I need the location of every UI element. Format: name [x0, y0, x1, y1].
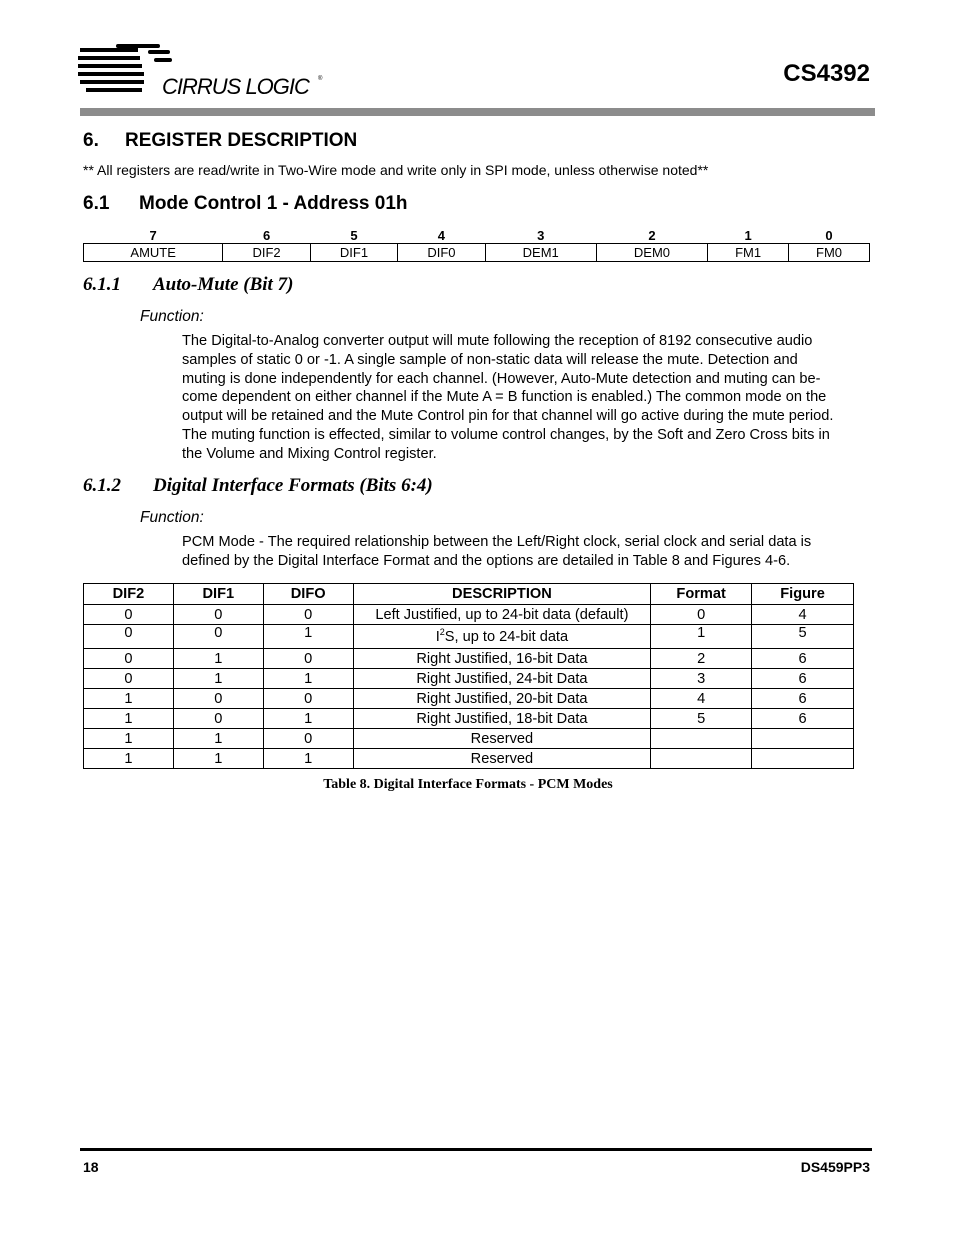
i2s-superscript: 2	[439, 626, 445, 637]
text-line: defined by the Digital Interface Format and the options are detailed in Table 8 and Figures 4-6.	[182, 552, 791, 569]
document-id: DS459PP3	[800, 1159, 870, 1175]
table-cell: 6	[752, 709, 854, 729]
section-title: REGISTER DESCRIPTION	[125, 130, 358, 151]
column-header: DIF1	[173, 584, 263, 605]
bit-number: 6	[262, 228, 271, 243]
table-cell: 1	[651, 625, 752, 649]
auto-mute-description	[182, 332, 833, 464]
table-cell: 0	[84, 649, 174, 669]
table-row	[84, 709, 854, 729]
i2s-prefix: I	[435, 628, 440, 645]
table-row	[84, 625, 854, 649]
table-cell: 0	[173, 625, 263, 649]
section-title: Digital Interface Formats (Bits 6:4)	[153, 475, 433, 496]
bit-name: DIF1	[310, 244, 397, 262]
bit-name: DIF0	[398, 244, 485, 262]
column-header: DIF2	[84, 584, 174, 605]
section-number: 6.1.1	[83, 274, 121, 295]
table-row	[84, 605, 854, 625]
bit-number: 5	[350, 228, 358, 243]
table-cell: 1	[263, 749, 353, 769]
table-cell: 0	[84, 669, 174, 689]
page-number: 18	[83, 1159, 99, 1175]
column-header: Figure	[752, 584, 854, 605]
logo-wordmark: CIRRUS LOGIC	[162, 74, 309, 99]
table-header-row	[84, 584, 854, 605]
table-cell: 1	[173, 649, 263, 669]
table-cell: 2	[651, 649, 752, 669]
register-access-note: ** All registers are read/write in Two-Wire mode and write only in SPI mode, unless otherwise noted**	[83, 162, 709, 178]
bit-name: DEM1	[485, 244, 596, 262]
bit-number: 2	[648, 228, 656, 243]
footer-rule	[80, 1148, 872, 1151]
bit-number: 1	[744, 228, 752, 243]
table-row	[84, 689, 854, 709]
function-label: Function:	[140, 509, 204, 526]
bit-name: AMUTE	[84, 244, 223, 262]
table-cell: 0	[263, 605, 353, 625]
table-cell: 1	[263, 669, 353, 689]
table-cell: Left Justified, up to 24-bit data (default)	[353, 605, 651, 625]
table-cell: Right Justified, 16-bit Data	[353, 649, 651, 669]
table-cell: 4	[752, 605, 854, 625]
bit-name: FM0	[789, 244, 870, 262]
column-header: DESCRIPTION	[353, 584, 651, 605]
table-row	[84, 669, 854, 689]
bit-number: 0	[825, 228, 833, 243]
bit-number: 4	[437, 228, 446, 243]
text-line: come dependent on either channel if the Mute A = B function is enabled.) The common mode on the	[182, 389, 827, 406]
text-line: samples of static 0 or -1. A single sample of non-static data will release the mute. Detection and	[182, 351, 798, 368]
column-header: Format	[651, 584, 752, 605]
table-cell: 0	[173, 605, 263, 625]
table-cell	[353, 625, 651, 649]
table-cell	[651, 729, 752, 749]
table-cell: 0	[263, 729, 353, 749]
bit-name: DEM0	[596, 244, 707, 262]
cirrus-logic-logo	[78, 42, 328, 104]
table-cell: 1	[173, 749, 263, 769]
bit-name-row	[84, 244, 870, 262]
table-cell: 5	[651, 709, 752, 729]
bit-name: DIF2	[223, 244, 310, 262]
table-cell: Right Justified, 24-bit Data	[353, 669, 651, 689]
table-cell: 1	[173, 729, 263, 749]
part-number: CS4392	[783, 60, 870, 87]
function-label: Function:	[140, 308, 204, 325]
bit-name: FM1	[708, 244, 789, 262]
table-cell: 0	[84, 625, 174, 649]
section-6-1-heading	[83, 193, 408, 215]
table-cell: 0	[84, 605, 174, 625]
table-cell	[752, 749, 854, 769]
bit-number-row	[84, 228, 870, 244]
table-cell: 0	[173, 709, 263, 729]
section-6-1-2-heading	[83, 475, 433, 497]
bit-number: 7	[149, 228, 157, 243]
text-line: muting is done independently for each channel. (However, Auto-Mute detection and muting can be-	[182, 370, 821, 387]
section-number: 6.1	[83, 193, 110, 214]
table-cell: 4	[651, 689, 752, 709]
table-cell: Right Justified, 18-bit Data	[353, 709, 651, 729]
section-title: Auto-Mute (Bit 7)	[153, 274, 294, 295]
table-cell: 0	[651, 605, 752, 625]
svg-text:®: ®	[318, 76, 323, 82]
section-number: 6.	[83, 130, 99, 151]
dif-description	[182, 533, 811, 571]
table-cell: 0	[263, 649, 353, 669]
table-cell: 1	[263, 625, 353, 649]
text-line: The Digital-to-Analog converter output will mute following the reception of 8192 consecutive audio	[182, 333, 813, 349]
table-cell: 6	[752, 689, 854, 709]
table-cell: 3	[651, 669, 752, 689]
table-cell: Reserved	[353, 749, 651, 769]
column-header: DIFO	[263, 584, 353, 605]
dif-format-table	[83, 583, 854, 769]
section-6-heading	[83, 130, 357, 152]
section-6-1-1-heading	[83, 274, 293, 296]
table-cell: 1	[84, 689, 174, 709]
table-cell: 1	[263, 709, 353, 729]
table-cell: 6	[752, 649, 854, 669]
header-rule	[80, 108, 875, 116]
table-row	[84, 749, 854, 769]
table-cell: 1	[173, 669, 263, 689]
table-cell	[651, 749, 752, 769]
bit-number: 3	[537, 228, 545, 243]
table-cell: 0	[173, 689, 263, 709]
i2s-description: S, up to 24-bit data	[444, 628, 569, 645]
table-cell: 1	[84, 709, 174, 729]
table-cell: 0	[263, 689, 353, 709]
table-row	[84, 649, 854, 669]
table-caption: Table 8. Digital Interface Formats - PCM Modes	[323, 777, 613, 792]
table-cell: 6	[752, 669, 854, 689]
text-line: PCM Mode - The required relationship between the Left/Right clock, serial clock and serial data is	[182, 534, 812, 550]
table-cell: Right Justified, 20-bit Data	[353, 689, 651, 709]
text-line: The muting function is effected, similar to volume control changes, by the Soft and Zero Cross bits in	[182, 426, 830, 443]
table-cell: 1	[84, 749, 174, 769]
section-number: 6.1.2	[83, 475, 121, 496]
table-cell	[752, 729, 854, 749]
table-cell: 5	[752, 625, 854, 649]
table-cell: 1	[84, 729, 174, 749]
register-bit-map	[83, 228, 870, 262]
table-cell: Reserved	[353, 729, 651, 749]
text-line: output will be retained and the Mute Control pin for that channel will go active during the mute period.	[182, 408, 834, 425]
table-row	[84, 729, 854, 749]
section-title: Mode Control 1 - Address 01h	[139, 193, 408, 214]
text-line: the Volume and Mixing Control register.	[182, 445, 437, 462]
